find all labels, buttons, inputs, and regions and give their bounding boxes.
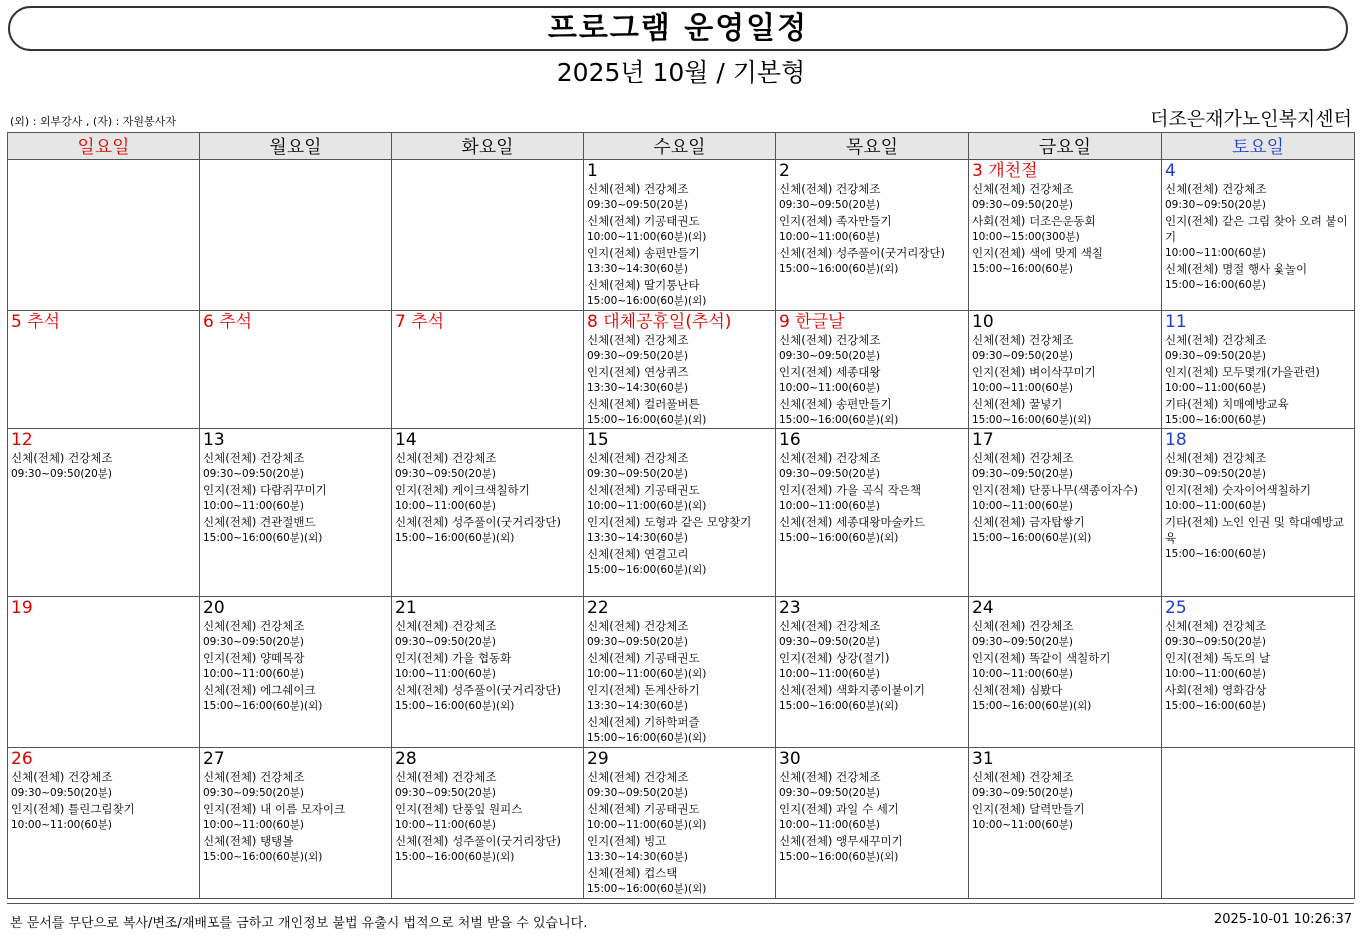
weekday-wednesday: 수요일 — [584, 133, 776, 160]
event-label: 인지(전체) 다람쥐꾸미기 — [203, 483, 327, 497]
day-cell — [776, 160, 969, 311]
day-number: 28 — [395, 749, 417, 769]
event-time: 15:00~16:00(60분)(외) — [779, 414, 899, 426]
event-label: 신체(전체) 명절 행사 윷놀이 — [1165, 262, 1308, 276]
event-time: 09:30~09:50(20분) — [972, 787, 1074, 799]
event-label: 인지(전체) 가을 곡식 작은책 — [779, 483, 922, 497]
day-cell — [969, 597, 1162, 748]
event-label: 신체(전체) 건강체조 — [395, 451, 497, 465]
event-time: 10:00~11:00(60분) — [779, 500, 881, 512]
event-time: 13:30~14:30(60분) — [587, 382, 689, 394]
event-label: 신체(전체) 건강체조 — [11, 770, 113, 784]
event-label: 신체(전체) 심봤다 — [972, 683, 1063, 697]
event-time: 15:00~16:00(60분) — [1165, 279, 1267, 291]
event-label: 인지(전체) 상강(절기) — [779, 651, 890, 665]
event-label: 신체(전체) 건강체조 — [972, 333, 1074, 347]
event-time: 10:00~11:00(60분) — [395, 500, 497, 512]
event-time: 10:00~11:00(60분) — [1165, 500, 1267, 512]
page-title: 프로그램 운영일정 — [8, 6, 1348, 51]
event-time: 09:30~09:50(20분) — [1165, 199, 1267, 211]
day-number: 23 — [779, 598, 801, 618]
event-time: 15:00~16:00(60분) — [1165, 414, 1267, 426]
event-time: 15:00~16:00(60분)(외) — [779, 263, 899, 275]
event-label: 신체(전체) 기공태권도 — [587, 214, 700, 228]
day-number: 11 — [1165, 312, 1187, 332]
event-label: 인지(전체) 돈계산하기 — [587, 683, 700, 697]
day-number: 6 추석 — [203, 312, 253, 332]
day-cell — [392, 160, 584, 311]
event-time: 10:00~15:00(300분) — [972, 231, 1080, 243]
event-label: 인지(전체) 케이크색칠하기 — [395, 483, 530, 497]
event-time: 09:30~09:50(20분) — [203, 636, 305, 648]
event-time: 09:30~09:50(20분) — [1165, 636, 1267, 648]
day-number: 8 대체공휴일(추석) — [587, 312, 732, 332]
event-label: 사회(전체) 더조은운동회 — [972, 214, 1096, 228]
day-number: 1 — [587, 161, 598, 181]
event-label: 인지(전체) 빙고 — [587, 834, 667, 848]
event-label: 신체(전체) 건강체조 — [972, 182, 1074, 196]
event-time: 10:00~11:00(60분) — [395, 819, 497, 831]
event-label: 신체(전체) 건강체조 — [1165, 333, 1267, 347]
day-cell — [776, 429, 969, 597]
event-label: 인지(전체) 단풍잎 원피스 — [395, 802, 523, 816]
week-row — [8, 160, 1355, 311]
weekday-friday: 금요일 — [969, 133, 1162, 160]
day-cell — [969, 311, 1162, 429]
event-time: 09:30~09:50(20분) — [587, 787, 689, 799]
event-time: 09:30~09:50(20분) — [779, 199, 881, 211]
event-label: 신체(전체) 성주풀이(굿거리장단) — [779, 246, 946, 260]
day-number: 21 — [395, 598, 417, 618]
event-label: 인지(전체) 틀린그림찾기 — [11, 802, 135, 816]
event-label: 인지(전체) 가을 협동화 — [395, 651, 512, 665]
day-number: 15 — [587, 430, 609, 450]
legend-text: (외) : 외부강사 , (자) : 자원봉사자 — [10, 115, 176, 128]
day-cell — [200, 597, 392, 748]
event-label: 신체(전체) 건강체조 — [587, 770, 689, 784]
weekday-monday: 월요일 — [200, 133, 392, 160]
event-label: 인지(전체) 똑같이 색칠하기 — [972, 651, 1111, 665]
event-time: 09:30~09:50(20분) — [972, 468, 1074, 480]
event-time: 15:00~16:00(60분)(외) — [203, 851, 323, 863]
event-label: 신체(전체) 건강체조 — [203, 770, 305, 784]
day-cell — [1162, 597, 1355, 748]
event-label: 인지(전체) 연상퀴즈 — [587, 365, 689, 379]
event-label: 신체(전체) 건강체조 — [11, 451, 113, 465]
event-time: 15:00~16:00(60분)(외) — [203, 532, 323, 544]
event-label: 신체(전체) 건강체조 — [395, 619, 497, 633]
footer-note: 본 문서를 무단으로 복사/변조/재배포를 금하고 개인정보 불법 유출시 법적으로 처벌 받을 수 있습니다. — [10, 916, 588, 931]
day-number: 16 — [779, 430, 801, 450]
calendar-table — [7, 132, 1355, 899]
event-time: 15:00~16:00(60분)(외) — [972, 700, 1092, 712]
event-time: 15:00~16:00(60분)(외) — [972, 532, 1092, 544]
day-number: 4 — [1165, 161, 1176, 181]
event-time: 09:30~09:50(20분) — [1165, 350, 1267, 362]
day-cell — [8, 160, 200, 311]
day-number: 14 — [395, 430, 417, 450]
event-label: 신체(전체) 건강체조 — [779, 619, 881, 633]
day-cell — [8, 748, 200, 899]
event-label: 인지(전체) 같은 그림 찾아 오려 붙이기 — [1165, 214, 1348, 244]
day-cell — [200, 311, 392, 429]
day-number: 22 — [587, 598, 609, 618]
event-label: 신체(전체) 성주풀이(굿거리장단) — [395, 834, 562, 848]
event-time: 09:30~09:50(20분) — [587, 636, 689, 648]
event-time: 09:30~09:50(20분) — [779, 350, 881, 362]
day-number: 24 — [972, 598, 994, 618]
event-label: 신체(전체) 기하학퍼즐 — [587, 715, 700, 729]
event-time: 10:00~11:00(60분) — [203, 819, 305, 831]
event-time: 09:30~09:50(20분) — [1165, 468, 1267, 480]
event-label: 신체(전체) 성주풀이(굿거리장단) — [395, 515, 562, 529]
event-label: 인지(전체) 세종대왕 — [779, 365, 881, 379]
event-label: 신체(전체) 건강체조 — [587, 182, 689, 196]
weekday-sunday: 일요일 — [8, 133, 200, 160]
weekday-tuesday: 화요일 — [392, 133, 584, 160]
day-cell — [8, 311, 200, 429]
event-time: 15:00~16:00(60분)(외) — [395, 851, 515, 863]
event-time: 15:00~16:00(60분)(외) — [395, 532, 515, 544]
event-time: 10:00~11:00(60분) — [972, 382, 1074, 394]
day-number: 25 — [1165, 598, 1187, 618]
day-cell — [1162, 160, 1355, 311]
day-cell — [8, 597, 200, 748]
event-label: 신체(전체) 건강체조 — [395, 770, 497, 784]
day-cell — [969, 429, 1162, 597]
day-number: 29 — [587, 749, 609, 769]
day-cell — [1162, 429, 1355, 597]
event-time: 15:00~16:00(60분)(외) — [587, 295, 707, 307]
day-cell — [584, 597, 776, 748]
footer-divider — [7, 903, 1354, 904]
day-cell — [969, 160, 1162, 311]
day-number: 27 — [203, 749, 225, 769]
event-label: 신체(전체) 건강체조 — [779, 333, 881, 347]
day-cell — [584, 160, 776, 311]
day-number: 19 — [11, 598, 33, 618]
day-number: 13 — [203, 430, 225, 450]
event-time: 10:00~11:00(60분) — [779, 382, 881, 394]
event-label: 신체(전체) 건강체조 — [1165, 619, 1267, 633]
weekday-saturday: 토요일 — [1162, 133, 1355, 160]
event-time: 15:00~16:00(60분)(외) — [587, 414, 707, 426]
event-time: 10:00~11:00(60분) — [779, 668, 881, 680]
day-number: 5 추석 — [11, 312, 61, 332]
event-label: 신체(전체) 송편만들기 — [779, 397, 892, 411]
event-time: 10:00~11:00(60분) — [779, 819, 881, 831]
event-label: 신체(전체) 건강체조 — [972, 619, 1074, 633]
event-label: 신체(전체) 성주풀이(굿거리장단) — [395, 683, 562, 697]
day-number: 30 — [779, 749, 801, 769]
day-cell — [776, 597, 969, 748]
event-label: 신체(전체) 건강체조 — [203, 451, 305, 465]
day-cell — [1162, 311, 1355, 429]
day-number: 2 — [779, 161, 790, 181]
event-time: 09:30~09:50(20분) — [972, 350, 1074, 362]
event-label: 기타(전체) 치매예방교육 — [1165, 397, 1289, 411]
event-time: 09:30~09:50(20분) — [395, 468, 497, 480]
event-label: 인지(전체) 송편만들기 — [587, 246, 700, 260]
day-cell — [200, 160, 392, 311]
event-time: 15:00~16:00(60분)(외) — [587, 883, 707, 895]
event-time: 09:30~09:50(20분) — [11, 787, 113, 799]
event-time: 09:30~09:50(20분) — [972, 636, 1074, 648]
event-label: 신체(전체) 견관절밴드 — [203, 515, 316, 529]
event-time: 15:00~16:00(60분) — [1165, 700, 1267, 712]
event-time: 09:30~09:50(20분) — [587, 350, 689, 362]
day-cell — [584, 748, 776, 899]
day-cell — [584, 429, 776, 597]
event-time: 10:00~11:00(60분) — [1165, 247, 1267, 259]
event-label: 신체(전체) 컵스택 — [587, 866, 678, 880]
day-cell — [392, 429, 584, 597]
event-time: 10:00~11:00(60분)(외) — [587, 231, 707, 243]
event-label: 신체(전체) 건강체조 — [203, 619, 305, 633]
event-label: 신체(전체) 연결고리 — [587, 547, 689, 561]
event-time: 15:00~16:00(60분)(외) — [203, 700, 323, 712]
day-number: 12 — [11, 430, 33, 450]
week-row — [8, 429, 1355, 597]
event-time: 15:00~16:00(60분)(외) — [395, 700, 515, 712]
event-label: 신체(전체) 세종대왕마술카드 — [779, 515, 925, 529]
center-name: 더조은재가노인복지센터 — [1150, 108, 1352, 130]
event-time: 15:00~16:00(60분) — [1165, 548, 1267, 560]
event-label: 신체(전체) 컬러풀버튼 — [587, 397, 700, 411]
week-row — [8, 311, 1355, 429]
event-time: 09:30~09:50(20분) — [395, 787, 497, 799]
event-time: 10:00~11:00(60분) — [972, 819, 1074, 831]
event-time: 09:30~09:50(20분) — [779, 468, 881, 480]
day-cell — [776, 311, 969, 429]
day-number: 10 — [972, 312, 994, 332]
day-number: 7 추석 — [395, 312, 445, 332]
event-time: 15:00~16:00(60분) — [972, 263, 1074, 275]
event-label: 신체(전체) 색화지종이붙이기 — [779, 683, 925, 697]
event-label: 신체(전체) 건강체조 — [587, 451, 689, 465]
event-time: 09:30~09:50(20분) — [587, 199, 689, 211]
day-cell — [8, 429, 200, 597]
event-time: 13:30~14:30(60분) — [587, 263, 689, 275]
day-number: 20 — [203, 598, 225, 618]
event-time: 15:00~16:00(60분)(외) — [779, 532, 899, 544]
event-label: 인지(전체) 달력만들기 — [972, 802, 1085, 816]
day-cell — [1162, 748, 1355, 899]
event-label: 신체(전체) 꿀넣기 — [972, 397, 1063, 411]
event-time: 09:30~09:50(20분) — [395, 636, 497, 648]
week-row — [8, 597, 1355, 748]
event-time: 10:00~11:00(60분) — [203, 500, 305, 512]
event-label: 신체(전체) 탱탱볼 — [203, 834, 294, 848]
event-label: 신체(전체) 건강체조 — [587, 333, 689, 347]
day-cell — [200, 748, 392, 899]
event-label: 인지(전체) 색에 맞게 색칠 — [972, 246, 1104, 260]
event-time: 10:00~11:00(60분)(외) — [587, 668, 707, 680]
event-time: 09:30~09:50(20분) — [779, 787, 881, 799]
event-time: 10:00~11:00(60분) — [972, 500, 1074, 512]
event-label: 사회(전체) 영화감상 — [1165, 683, 1267, 697]
weekday-thursday: 목요일 — [776, 133, 969, 160]
event-time: 09:30~09:50(20분) — [779, 636, 881, 648]
day-cell — [776, 748, 969, 899]
event-label: 기타(전체) 노인 인권 및 학대예방교육 — [1165, 515, 1345, 545]
day-cell — [392, 748, 584, 899]
event-label: 신체(전체) 앵무새꾸미기 — [779, 834, 903, 848]
event-label: 인지(전체) 숫자이어색칠하기 — [1165, 483, 1311, 497]
event-label: 신체(전체) 기공태권도 — [587, 483, 700, 497]
event-label: 인지(전체) 벼이삭꾸미기 — [972, 365, 1096, 379]
day-cell — [969, 748, 1162, 899]
event-time: 09:30~09:50(20분) — [11, 468, 113, 480]
event-label: 신체(전체) 금자탑쌓기 — [972, 515, 1085, 529]
day-number: 18 — [1165, 430, 1187, 450]
event-time: 09:30~09:50(20분) — [587, 468, 689, 480]
day-cell — [200, 429, 392, 597]
event-time: 13:30~14:30(60분) — [587, 700, 689, 712]
event-label: 인지(전체) 내 이름 모자이크 — [203, 802, 346, 816]
weekday-header-row — [8, 133, 1355, 160]
event-label: 신체(전체) 에그쉐이크 — [203, 683, 316, 697]
event-label: 인지(전체) 과일 수 세기 — [779, 802, 899, 816]
event-time: 10:00~11:00(60분) — [1165, 382, 1267, 394]
event-time: 13:30~14:30(60분) — [587, 851, 689, 863]
event-label: 인지(전체) 모두몇개(가을관련) — [1165, 365, 1320, 379]
day-cell — [392, 311, 584, 429]
event-time: 15:00~16:00(60분)(외) — [779, 851, 899, 863]
day-cell — [392, 597, 584, 748]
event-time: 10:00~11:00(60분)(외) — [587, 500, 707, 512]
event-label: 신체(전체) 건강체조 — [972, 451, 1074, 465]
event-label: 신체(전체) 건강체조 — [1165, 451, 1267, 465]
event-time: 15:00~16:00(60분)(외) — [587, 732, 707, 744]
page-subtitle: 2025년 10월 / 기본형 — [556, 58, 806, 87]
event-time: 10:00~11:00(60분) — [11, 819, 113, 831]
event-label: 인지(전체) 독도의 날 — [1165, 651, 1271, 665]
day-cell — [584, 311, 776, 429]
event-label: 신체(전체) 건강체조 — [779, 182, 881, 196]
event-label: 인지(전체) 도형과 같은 모양찾기 — [587, 515, 752, 529]
event-time: 15:00~16:00(60분)(외) — [779, 700, 899, 712]
event-time: 10:00~11:00(60분)(외) — [587, 819, 707, 831]
event-time: 15:00~16:00(60분)(외) — [587, 564, 707, 576]
event-time: 09:30~09:50(20분) — [203, 787, 305, 799]
event-time: 10:00~11:00(60분) — [779, 231, 881, 243]
event-label: 신체(전체) 기공태권도 — [587, 802, 700, 816]
event-time: 13:30~14:30(60분) — [587, 532, 689, 544]
event-time: 15:00~16:00(60분)(외) — [972, 414, 1092, 426]
week-row — [8, 748, 1355, 899]
event-label: 인지(전체) 양떼목장 — [203, 651, 305, 665]
event-label: 신체(전체) 딸기통난타 — [587, 278, 700, 292]
event-time: 10:00~11:00(60분) — [972, 668, 1074, 680]
footer-printed-date: 2025-10-01 10:26:37 — [1213, 912, 1352, 927]
day-number: 26 — [11, 749, 33, 769]
event-label: 신체(전체) 건강체조 — [587, 619, 689, 633]
event-time: 10:00~11:00(60분) — [1165, 668, 1267, 680]
event-label: 신체(전체) 건강체조 — [972, 770, 1074, 784]
event-label: 인지(전체) 족자만들기 — [779, 214, 892, 228]
event-time: 09:30~09:50(20분) — [203, 468, 305, 480]
day-number: 3 개천절 — [972, 161, 1038, 181]
day-number: 9 한글날 — [779, 312, 845, 332]
event-time: 09:30~09:50(20분) — [972, 199, 1074, 211]
event-label: 신체(전체) 건강체조 — [1165, 182, 1267, 196]
event-label: 신체(전체) 건강체조 — [779, 451, 881, 465]
day-number: 31 — [972, 749, 994, 769]
event-label: 신체(전체) 기공태권도 — [587, 651, 700, 665]
day-number: 17 — [972, 430, 994, 450]
event-label: 인지(전체) 단풍나무(색종이자수) — [972, 483, 1139, 497]
event-label: 신체(전체) 건강체조 — [779, 770, 881, 784]
event-time: 10:00~11:00(60분) — [395, 668, 497, 680]
event-time: 10:00~11:00(60분) — [203, 668, 305, 680]
